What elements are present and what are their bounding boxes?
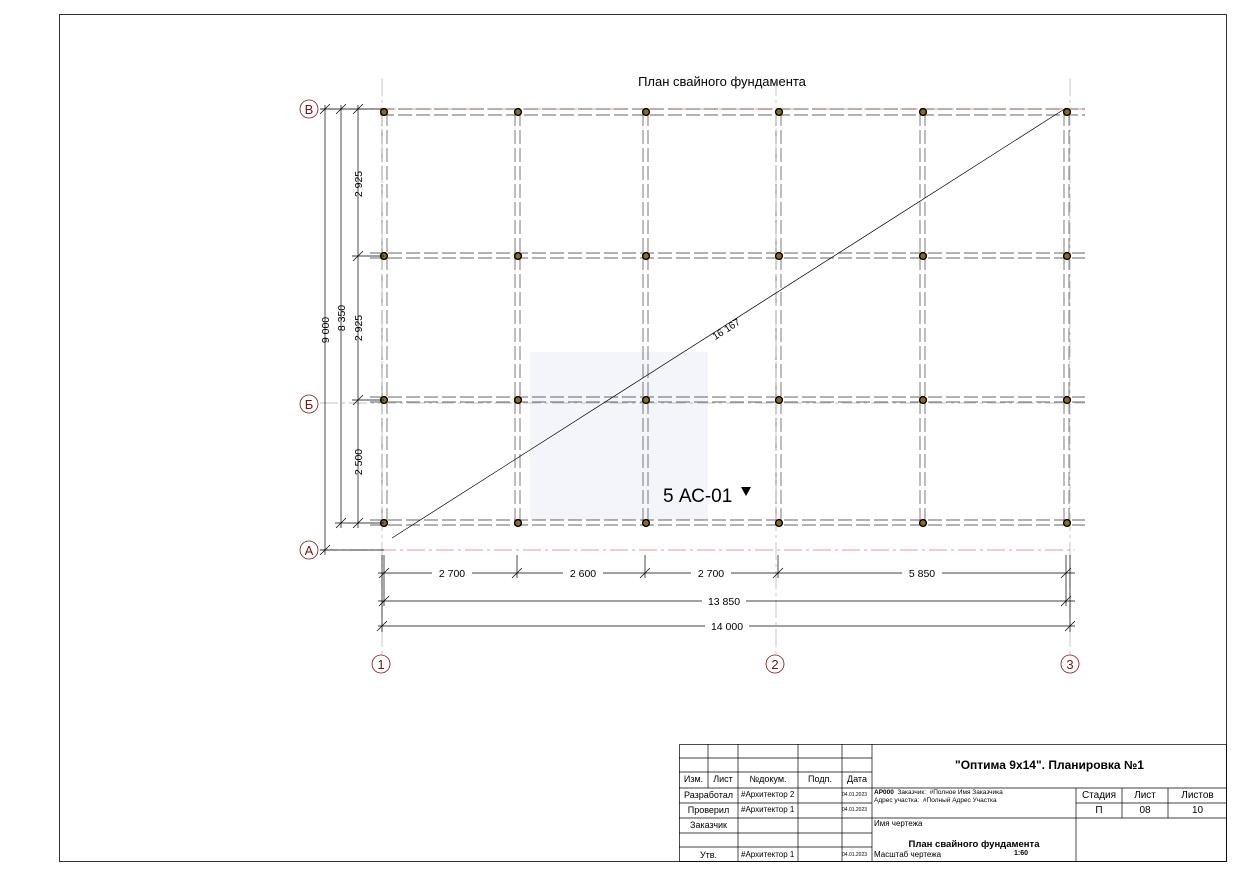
row-name: #Архитектор 1 <box>741 850 795 859</box>
pile <box>381 109 388 116</box>
pile <box>1064 397 1071 404</box>
dim-v-3: 2 500 <box>353 448 365 476</box>
dim-h-1: 2 700 <box>438 568 466 580</box>
row-role: Утв. <box>699 850 718 860</box>
axis-marker-col-2 <box>766 655 784 673</box>
row-role: Проверил <box>687 805 730 815</box>
dim-v-1: 2 925 <box>353 170 365 198</box>
pile <box>515 520 522 527</box>
pile <box>1064 520 1071 527</box>
pile <box>920 397 927 404</box>
pile <box>643 520 650 527</box>
section-mark-arrow-icon <box>741 487 751 496</box>
sheet-value: 08 <box>1139 805 1151 816</box>
dim-v-total-inner: 8 350 <box>336 304 348 332</box>
pile <box>1064 253 1071 260</box>
row-date: 04.01.2023 <box>842 792 868 798</box>
pile <box>776 520 783 527</box>
pile <box>643 109 650 116</box>
row-role: Разработал <box>684 790 733 800</box>
row-date: 04.01.2023 <box>842 807 868 813</box>
scale-value: 1:60 <box>1014 850 1029 857</box>
section-mark: 5 АС-01 <box>663 486 733 507</box>
axis-marker-row-a <box>300 541 318 559</box>
header-izm: Изм. <box>683 774 704 784</box>
sheet-header: Лист <box>1134 790 1156 801</box>
sheets-header: Листов <box>1181 790 1214 801</box>
address-value: #Полный Адрес Участка <box>922 797 997 804</box>
address-line <box>874 797 1074 804</box>
dim-v-2: 2 925 <box>353 314 365 342</box>
svg-text:Б: Б <box>304 397 314 412</box>
dim-h-3: 2 700 <box>697 568 725 580</box>
row-role: Заказчик <box>690 820 727 830</box>
scale-label: Масштаб чертежа <box>874 850 942 859</box>
svg-text:В: В <box>304 102 314 117</box>
header-docnum: №докум. <box>749 774 787 784</box>
axis-marker-col-3 <box>1061 655 1079 673</box>
pile <box>920 253 927 260</box>
customer-value: #Полное Имя Заказчика <box>929 789 1003 796</box>
dim-h-4: 5 850 <box>908 568 936 580</box>
pile <box>643 253 650 260</box>
customer-line <box>874 789 1074 796</box>
pile <box>920 109 927 116</box>
drawing-name-label: Имя чертежа <box>874 819 923 828</box>
diagonal-label: 16 167 <box>710 317 743 343</box>
dim-v-total-outer: 9 000 <box>320 316 332 344</box>
pile <box>643 397 650 404</box>
horizontal-beams <box>370 109 1085 525</box>
address-label: Адрес участка: <box>874 797 920 804</box>
header-sign: Подп. <box>808 774 832 784</box>
pile <box>515 397 522 404</box>
stage-header: Стадия <box>1081 790 1117 801</box>
row-date: 04.01.2023 <box>842 852 868 858</box>
svg-text:1: 1 <box>377 657 385 672</box>
project-title: "Оптима 9х14". Планировка №1 <box>955 758 1144 772</box>
vertical-beams <box>382 112 1069 525</box>
pile <box>776 109 783 116</box>
svg-text:А: А <box>304 543 314 558</box>
dim-h-2: 2 600 <box>569 568 597 580</box>
header-list: Лист <box>713 774 733 784</box>
dim-total-inner: 13 850 <box>707 596 741 608</box>
drawing-title: План свайного фундамента <box>638 74 806 89</box>
svg-text:2: 2 <box>771 657 779 672</box>
sheets-value: 10 <box>1191 805 1204 816</box>
axis-marker-row-v <box>300 100 318 118</box>
header-date: Дата <box>847 774 867 784</box>
svg-text:3: 3 <box>1066 657 1074 672</box>
project-code: АР000 <box>874 789 894 796</box>
row-name: #Архитектор 1 <box>741 805 795 814</box>
customer-label: Заказчик: <box>897 789 927 796</box>
stage-value: П <box>1095 805 1103 816</box>
pile <box>776 253 783 260</box>
dim-total-outer: 14 000 <box>710 621 744 633</box>
drawing-name: План свайного фундамента <box>908 839 1040 850</box>
pile <box>515 253 522 260</box>
pile <box>1064 109 1071 116</box>
title-block <box>679 744 1227 862</box>
pile <box>776 397 783 404</box>
pile <box>515 109 522 116</box>
row-name: #Архитектор 2 <box>741 790 795 799</box>
axis-marker-row-b <box>300 395 318 413</box>
axis-marker-col-1 <box>372 655 390 673</box>
pile <box>920 520 927 527</box>
